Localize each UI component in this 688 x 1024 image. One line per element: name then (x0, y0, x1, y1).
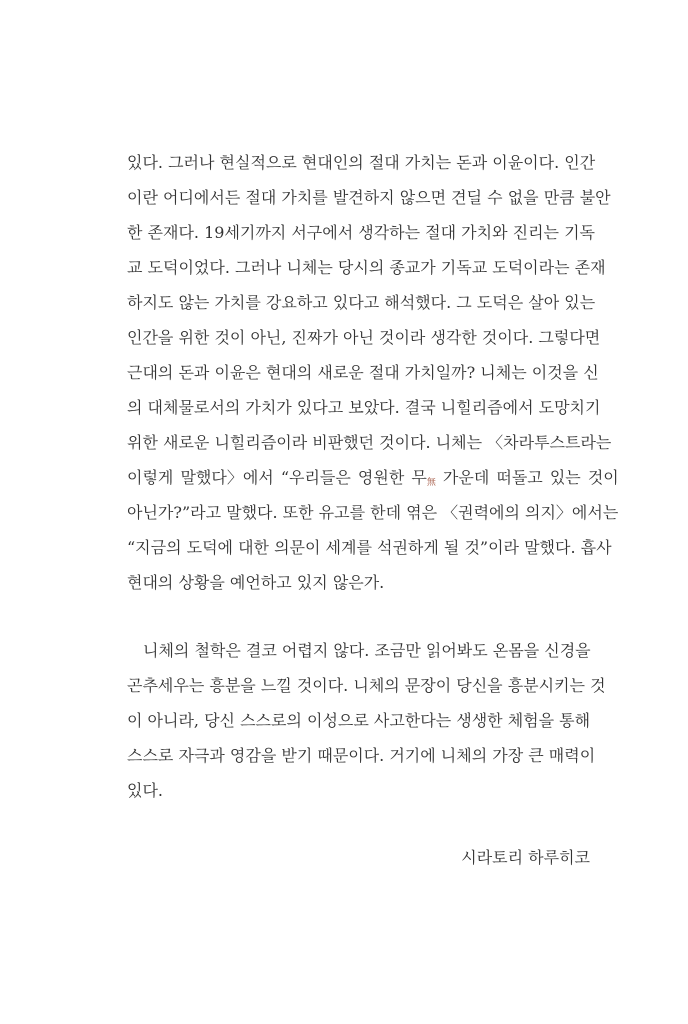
hanja-annotation: 無 (426, 478, 436, 488)
text-line: 한 존재다. 19세기까지 서구에서 생각하는 절대 가치와 진리는 기독 (127, 223, 595, 242)
text-segment: 이렇게 말했다〉에서 “우리들은 영원한 무 (127, 468, 427, 487)
text-line: 교 도덕이었다. 그러나 니체는 당시의 종교가 기독교 도덕이라는 존재 (127, 258, 606, 277)
text-line: 하지도 않는 가치를 강요하고 있다고 해석했다. 그 도덕은 살아 있는 (127, 293, 596, 312)
author-signature: 시라토리 하루히코 (461, 848, 590, 867)
text-line: 이란 어디에서든 절대 가치를 발견하지 않으면 견딜 수 없을 만큼 불안 (127, 188, 611, 207)
text-line: 의 대체물로서의 가치가 있다고 보았다. 결국 니힐리즘에서 도망치기 (127, 398, 601, 417)
text-line: 니체의 철학은 결코 어렵지 않다. 조금만 읽어봐도 온몸을 신경을 (143, 641, 591, 660)
text-line: 있다. 그러나 현실적으로 현대인의 절대 가치는 돈과 이윤이다. 인간 (127, 153, 596, 172)
text-line: 이 아니라, 당신 스스로의 이성으로 사고한다는 생생한 체험을 통해 (127, 711, 591, 730)
text-segment: 가운데 떠돌고 있는 것이 (435, 468, 619, 487)
text-line (127, 466, 619, 490)
text-line: 스스로 자극과 영감을 받기 때문이다. 거기에 니체의 가장 큰 매력이 (127, 746, 596, 765)
text-line: 현대의 상황을 예언하고 있지 않은가. (127, 573, 385, 592)
text-line: “지금의 도덕에 대한 의문이 세계를 석권하게 될 것”이라 말했다. 흡사 (127, 538, 612, 557)
text-line: 곤추세우는 흥분을 느낄 것이다. 니체의 문장이 당신을 흥분시키는 것 (127, 676, 606, 695)
text-line: 인간을 위한 것이 아닌, 진짜가 아닌 것이라 생각한 것이다. 그렇다면 (127, 328, 601, 347)
text-line: 위한 새로운 니힐리즘이라 비판했던 것이다. 니체는 〈차라투스트라는 (127, 433, 612, 452)
text-line: 있다. (127, 781, 163, 800)
text-line: 아닌가?”라고 말했다. 또한 유고를 한데 엮은 〈권력에의 의지〉에서는 (127, 503, 619, 522)
text-line: 근대의 돈과 이윤은 현대의 새로운 절대 가치일까? 니체는 이것을 신 (127, 363, 599, 382)
